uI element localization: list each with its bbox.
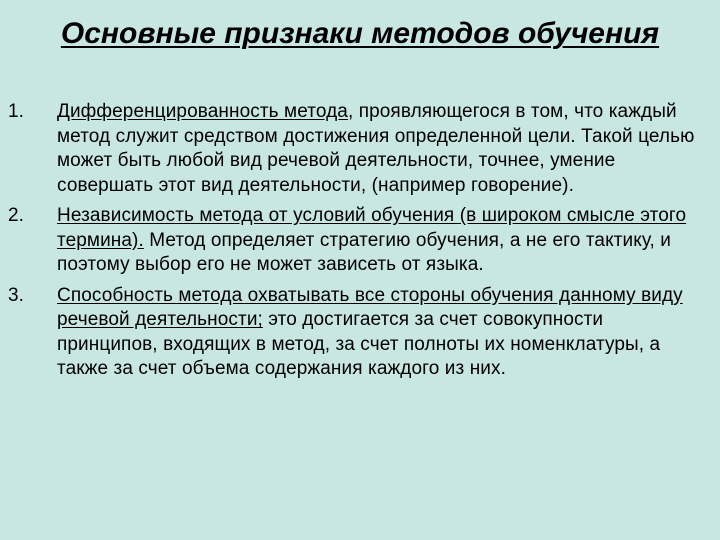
list-term-3: Способность метода охватывать все стороны обучения данному виду речевой деятельности; xyxy=(57,284,683,330)
list-text-1: , проявляющегося в том, что каждый метод служит средством достижения определенной цели. Такой целью может быть любой вид речевой деятельности, точнее, умение совершать этот вид деятельности, (например говорение). xyxy=(57,101,695,196)
list-number-2: 2. xyxy=(8,205,25,226)
features-list xyxy=(0,100,720,382)
list-number-1: 1. xyxy=(8,101,25,122)
list-text-3: это достигается за счет совокупности принципов, входящих в метод, за счет полноты их номенклатуры, а также за счет объема содержания каждого из них. xyxy=(57,309,661,379)
list-term-2: Независимость метода от условий обучения (в широком смысле этого термина). xyxy=(57,205,687,251)
list-item-2 xyxy=(0,204,720,278)
list-item-3 xyxy=(0,284,720,382)
list-term-1: Дифференцированность метода xyxy=(57,101,348,122)
slide-title: Основные признаки методов обучения xyxy=(60,17,660,50)
list-text-2: Метод определяет стратегию обучения, а не его тактику, и поэтому выбор его не может зависеть от языка. xyxy=(57,229,672,275)
list-item-1 xyxy=(0,100,720,198)
list-number-3: 3. xyxy=(8,284,25,306)
